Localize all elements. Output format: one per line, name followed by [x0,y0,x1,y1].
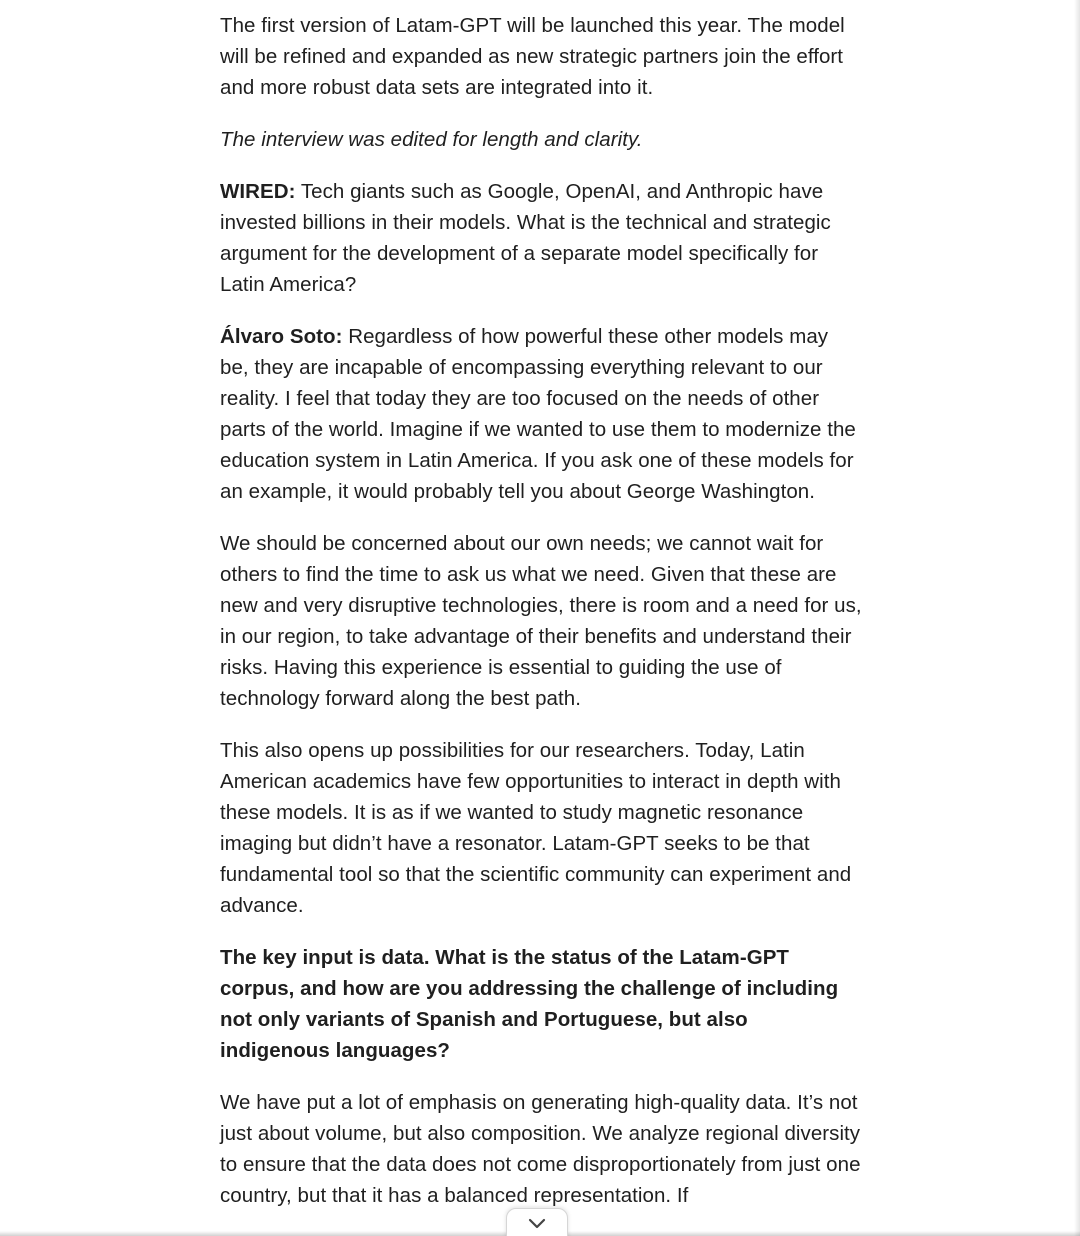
paragraph-intro: The first version of Latam-GPT will be launched this year. The model will be refined and expanded as new strategic partners join the effort and more robust data sets are integrated into it. [220,14,845,99]
question-text: Tech giants such as Google, OpenAI, and Anthropic have invested billions in their models. What is the technical and strategic argument for the development of a separate model specifically for Latin America? [220,180,831,296]
speaker-label: WIRED: [220,180,296,203]
paragraph-soto-answer [220,321,862,507]
editor-note: The interview was edited for length and clarity. [220,128,643,151]
paragraph-researchers: This also opens up possibilities for our researchers. Today, Latin American academics have few opportunities to interact in depth with these models. It is as if we wanted to study magnetic resonance imaging but didn’t have a resonator. Latam-GPT seeks to be that fundamental tool so that the scientific community can experiment and advance. [220,739,852,917]
expand-toolbar-button[interactable] [506,1208,568,1236]
chevron-down-icon [528,1217,546,1235]
paragraph-data-question: The key input is data. What is the status of the Latam-GPT corpus, and how are you addressing the challenge of including not only variants of Spanish and Portuguese, but also indigenous languages? [220,946,839,1062]
right-edge-shadow [1074,0,1080,1236]
speaker-label: Álvaro Soto: [220,325,343,348]
article-body [220,10,862,1232]
answer-text: Regardless of how powerful these other models may be, they are incapable of encompassing everything relevant to our reality. I feel that today they are too focused on the needs of other parts of the world. Imagine if we wanted to use them to modernize the education system in Latin America. If you ask one of these models for an example, it would probably tell you about George Washington. [220,325,856,503]
paragraph-wired-question [220,176,862,300]
paragraph-data-answer: We have put a lot of emphasis on generating high-quality data. It’s not just about volume, but also composition. We analyze regional diversity to ensure that the data does not come disproportionately from just one country, but that it has a balanced representation. If [220,1091,861,1207]
paragraph-needs: We should be concerned about our own needs; we cannot wait for others to find the time to ask us what we need. Given that these are new and very disruptive technologies, there is room and a need for us, in our region, to take advantage of their benefits and understand their risks. Having this experience is essential to guiding the use of technology forward along the best path. [220,532,862,710]
